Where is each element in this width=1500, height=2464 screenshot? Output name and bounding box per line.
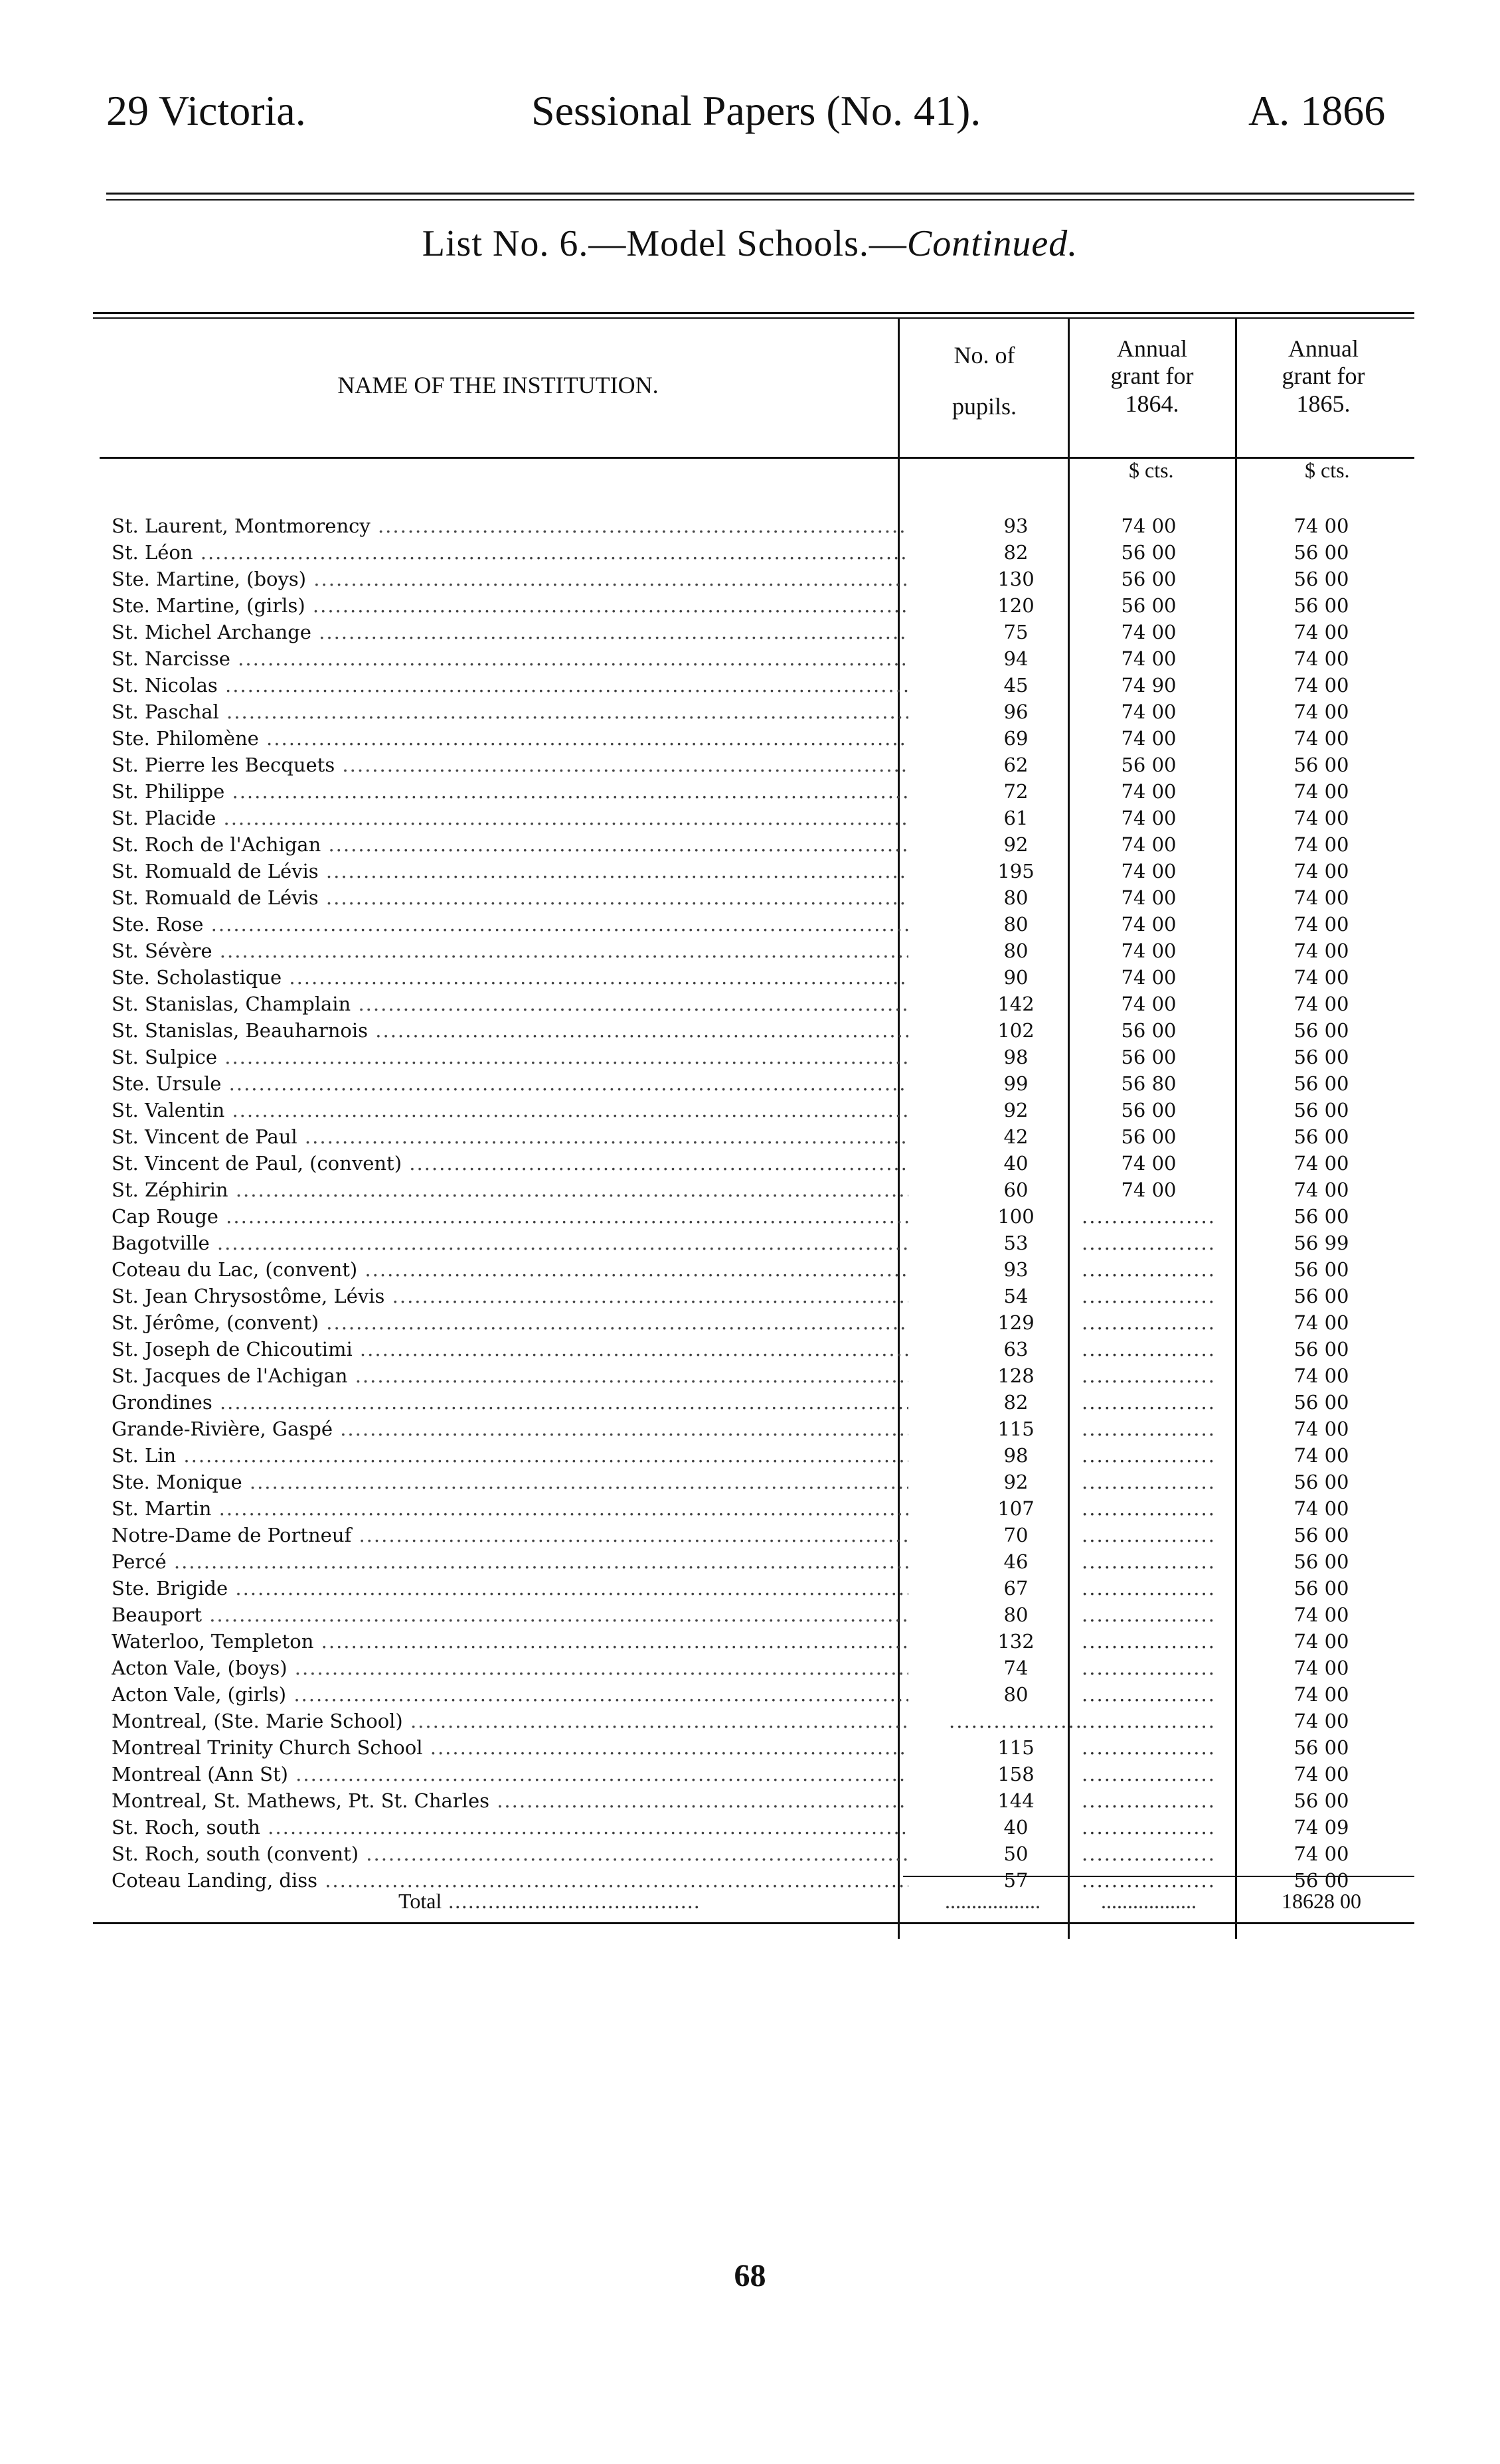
table-row <box>0 911 1500 938</box>
grant-1864: .................. <box>1082 1603 1216 1626</box>
grant-1865: 74 00 <box>1293 860 1349 882</box>
table-row <box>0 805 1500 831</box>
column-header-rule <box>100 457 1414 459</box>
table-row <box>0 1336 1500 1362</box>
institution-name: Grande-Rivière, Gaspé ..... <box>112 1416 908 1442</box>
institution-name: St. Vincent de Paul, (convent) ..... <box>112 1150 908 1177</box>
grant-1864: 74 00 <box>1121 621 1177 643</box>
institution-name: St. Sévère ..... <box>112 938 908 964</box>
list-title-continued: Continued. <box>906 223 1078 264</box>
grant-1865: 74 00 <box>1293 780 1349 803</box>
grant-1865: 74 00 <box>1293 647 1349 670</box>
institution-name: St. Placide ..... <box>112 805 908 831</box>
institution-name: Ste. Monique ..... <box>112 1469 908 1495</box>
units-1865: $ cts. <box>1305 458 1350 482</box>
grant-1864: 74 00 <box>1121 860 1177 882</box>
grant-1865: 56 00 <box>1293 1524 1349 1546</box>
grant-1865: 74 00 <box>1293 1364 1349 1387</box>
grant-1865: 74 09 <box>1293 1816 1349 1839</box>
grant-1865: 56 00 <box>1293 754 1349 776</box>
pupil-count: 46 <box>1003 1550 1029 1573</box>
institution-name: Montreal, St. Mathews, Pt. St. Charles ..... <box>112 1787 908 1814</box>
table-row <box>0 1177 1500 1203</box>
grant-1865: 74 00 <box>1293 1444 1349 1467</box>
pupils-header-line1: No. of <box>954 342 1015 369</box>
pupil-count: 129 <box>997 1311 1035 1334</box>
table-row <box>0 1283 1500 1309</box>
institution-name: Acton Vale, (girls) ..... <box>112 1681 908 1708</box>
institution-name: Ste. Scholastique ..... <box>112 964 908 991</box>
grant-1864: 74 00 <box>1121 807 1177 829</box>
pupil-count: 61 <box>1003 807 1029 829</box>
pupil-count: 80 <box>1003 913 1029 936</box>
pupil-count: 94 <box>1003 647 1029 670</box>
total-row: Total ...................................... <box>398 1889 701 1913</box>
table-row <box>0 725 1500 752</box>
pupil-count: 75 <box>1003 621 1029 643</box>
grant-1864: .................. <box>1082 1497 1216 1520</box>
institution-name: St. Lin ..... <box>112 1442 908 1469</box>
grant-1864: 74 00 <box>1121 886 1177 909</box>
pupil-count: 144 <box>997 1789 1035 1812</box>
grant-1865: 56 00 <box>1293 1550 1349 1573</box>
grant-1865: 56 00 <box>1293 568 1349 590</box>
table-row <box>0 1469 1500 1495</box>
table-row <box>0 1389 1500 1416</box>
grant-1864: 56 00 <box>1121 541 1177 564</box>
pupil-count: 40 <box>1003 1816 1029 1839</box>
pupil-count: 80 <box>1003 940 1029 962</box>
table-row <box>0 1841 1500 1867</box>
pupil-count: 100 <box>997 1205 1035 1228</box>
grant-1864: .................. <box>1082 1444 1216 1467</box>
grant-1865: 56 00 <box>1293 594 1349 617</box>
table-row <box>0 1734 1500 1761</box>
grant-1865: 74 00 <box>1293 700 1349 723</box>
grant-1864: .................. <box>1082 1418 1216 1440</box>
grant-1865: 74 00 <box>1293 1710 1349 1732</box>
institution-name: Ste. Martine, (girls) ..... <box>112 592 908 619</box>
grant-1865: 74 00 <box>1293 1497 1349 1520</box>
grant-1865: 74 00 <box>1293 1763 1349 1785</box>
institution-name: Coteau Landing, diss ..... <box>112 1867 908 1894</box>
page-number: 68 <box>734 2258 766 2293</box>
grant-1864: 56 00 <box>1121 754 1177 776</box>
list-title-main: List No. 6.—Model Schools.— <box>422 223 907 264</box>
grant-1864: .................. <box>1082 1258 1216 1281</box>
grant-1864: 56 00 <box>1121 568 1177 590</box>
column-header-pupils <box>903 342 1066 421</box>
grant-1864: 74 00 <box>1121 833 1177 856</box>
pupil-count: 195 <box>997 860 1035 882</box>
institution-name: Bagotville ..... <box>112 1230 908 1256</box>
table-row <box>0 566 1500 592</box>
table-row <box>0 513 1500 539</box>
grant-1865: 56 00 <box>1293 1019 1349 1042</box>
institution-name: St. Zéphirin ..... <box>112 1177 908 1203</box>
table-row <box>0 778 1500 805</box>
table-row <box>0 1655 1500 1681</box>
g65-header-line2: grant for <box>1282 363 1365 390</box>
grant-1864: .................. <box>1082 1577 1216 1600</box>
grant-1865: 74 00 <box>1293 1843 1349 1865</box>
institution-name: St. Philippe ..... <box>112 778 908 805</box>
grant-1864: .................. <box>1082 1391 1216 1414</box>
g65-header-line3: 1865. <box>1296 390 1351 417</box>
header-rule-top <box>106 193 1414 195</box>
institution-name: St. Roch de l'Achigan ..... <box>112 831 908 858</box>
pupil-count: 98 <box>1003 1444 1029 1467</box>
grant-1864: 74 90 <box>1121 674 1177 697</box>
institution-name: St. Roch, south ..... <box>112 1814 908 1841</box>
table-row <box>0 1602 1500 1628</box>
grant-1864: .................. <box>1082 1524 1216 1546</box>
grant-1864: .................. <box>1082 1683 1216 1706</box>
header-right: A. 1866 <box>1248 87 1386 134</box>
institution-name: Ste. Rose ..... <box>112 911 908 938</box>
institution-name: Ste. Philomène ..... <box>112 725 908 752</box>
grant-1865: 56 00 <box>1293 541 1349 564</box>
institution-name: St. Michel Archange ..... <box>112 619 908 645</box>
grant-1864: .................. <box>1082 1285 1216 1307</box>
table-row <box>0 1814 1500 1841</box>
pupil-count: 45 <box>1003 674 1029 697</box>
grant-1864: 74 00 <box>1121 1152 1177 1175</box>
pupil-count: 50 <box>1003 1843 1029 1865</box>
institution-name: St. Roch, south (convent) ..... <box>112 1841 908 1867</box>
pupil-count: 57 <box>1003 1869 1029 1892</box>
institution-name: St. Romuald de Lévis ..... <box>112 858 908 884</box>
header-left: 29 Victoria. <box>106 87 306 134</box>
grant-1864: .................. <box>1082 1630 1216 1653</box>
pupil-count: 158 <box>997 1763 1035 1785</box>
pupil-count: 96 <box>1003 700 1029 723</box>
table-row <box>0 619 1500 645</box>
table-row <box>0 991 1500 1017</box>
table-row <box>0 1416 1500 1442</box>
table-row <box>0 1256 1500 1283</box>
table-row <box>0 1575 1500 1602</box>
grant-1865: 74 00 <box>1293 1152 1349 1175</box>
grant-1864: .................. <box>1082 1205 1216 1228</box>
grant-1865: 56 00 <box>1293 1736 1349 1759</box>
grant-1864: 74 00 <box>1121 940 1177 962</box>
pupil-count: 80 <box>1003 1603 1029 1626</box>
institution-name: Beauport ..... <box>112 1602 908 1628</box>
grant-1865: 56 00 <box>1293 1285 1349 1307</box>
pupil-count: 92 <box>1003 833 1029 856</box>
institution-name: St. Jacques de l'Achigan ..... <box>112 1362 908 1389</box>
table-row <box>0 672 1500 698</box>
pupil-count: 82 <box>1003 541 1029 564</box>
grant-1865: 74 00 <box>1293 886 1349 909</box>
pupil-count: 92 <box>1003 1471 1029 1493</box>
grant-1864: .................. <box>1082 1869 1216 1892</box>
grant-1864: 56 00 <box>1121 1099 1177 1121</box>
grant-1864: .................. <box>1082 1232 1216 1254</box>
table-row <box>0 1522 1500 1548</box>
grant-1865: 74 00 <box>1293 913 1349 936</box>
table-row <box>0 1761 1500 1787</box>
table-row <box>0 1787 1500 1814</box>
grant-1864: .................. <box>1082 1338 1216 1360</box>
institution-name: Montreal (Ann St) ..... <box>112 1761 908 1787</box>
institution-name: Acton Vale, (boys) ..... <box>112 1655 908 1681</box>
grant-1864: .................. <box>1082 1311 1216 1334</box>
column-header-name: NAME OF THE INSTITUTION. <box>337 372 659 398</box>
total-rule <box>903 1876 1414 1877</box>
pupil-count: 128 <box>997 1364 1035 1387</box>
institution-name: St. Stanislas, Beauharnois ..... <box>112 1017 908 1044</box>
grant-1865: 74 00 <box>1293 674 1349 697</box>
table-row <box>0 1150 1500 1177</box>
grant-1865: 74 00 <box>1293 993 1349 1015</box>
table-row <box>0 1442 1500 1469</box>
grant-1865: 56 00 <box>1293 1338 1349 1360</box>
pupil-count: .................. <box>949 1710 1083 1732</box>
pupil-count: 115 <box>997 1418 1035 1440</box>
grant-1865: 74 00 <box>1293 1418 1349 1440</box>
units-1864: $ cts. <box>1129 458 1174 482</box>
table-row <box>0 1044 1500 1070</box>
institution-name: St. Narcisse ..... <box>112 645 908 672</box>
pupil-count: 82 <box>1003 1391 1029 1414</box>
grant-1865: 56 00 <box>1293 1471 1349 1493</box>
institution-name: Ste. Martine, (boys) ..... <box>112 566 908 592</box>
pupil-count: 120 <box>997 594 1035 617</box>
pupil-count: 142 <box>997 993 1035 1015</box>
table-row <box>0 592 1500 619</box>
institution-name: St. Paschal ..... <box>112 698 908 725</box>
grant-1865: 74 00 <box>1293 515 1349 537</box>
grant-1864: .................. <box>1082 1364 1216 1387</box>
pupil-count: 40 <box>1003 1152 1029 1175</box>
pupil-count: 102 <box>997 1019 1035 1042</box>
table-row <box>0 1708 1500 1734</box>
pupil-count: 130 <box>997 568 1035 590</box>
grant-1864: 74 00 <box>1121 647 1177 670</box>
institution-name: St. Vincent de Paul ..... <box>112 1123 908 1150</box>
header-center: Sessional Papers (No. 41). <box>531 87 981 134</box>
institution-name: St. Pierre les Becquets ..... <box>112 752 908 778</box>
grant-1865: 56 99 <box>1293 1232 1349 1254</box>
table-row <box>0 1017 1500 1044</box>
grant-1865: 74 00 <box>1293 621 1349 643</box>
pupil-count: 42 <box>1003 1125 1029 1148</box>
grant-1865: 74 00 <box>1293 833 1349 856</box>
institution-name: St. Romuald de Lévis ..... <box>112 884 908 911</box>
institution-name: Percé ..... <box>112 1548 908 1575</box>
pupil-count: 62 <box>1003 754 1029 776</box>
grant-1864: .................. <box>1082 1471 1216 1493</box>
grant-1865: 56 00 <box>1293 1099 1349 1121</box>
table-row <box>0 698 1500 725</box>
grant-1864: .................. <box>1082 1710 1216 1732</box>
institution-name: Notre-Dame de Portneuf ..... <box>112 1522 908 1548</box>
grant-1864: .................. <box>1082 1843 1216 1865</box>
grant-1865: 56 00 <box>1293 1072 1349 1095</box>
pupil-count: 99 <box>1003 1072 1029 1095</box>
pupil-count: 98 <box>1003 1046 1029 1068</box>
table-row <box>0 1681 1500 1708</box>
grant-1864: 56 00 <box>1121 1019 1177 1042</box>
table-row <box>0 831 1500 858</box>
institution-name: Grondines ..... <box>112 1389 908 1416</box>
pupil-count: 72 <box>1003 780 1029 803</box>
grant-1865: 74 00 <box>1293 1657 1349 1679</box>
grant-1864: 56 00 <box>1121 594 1177 617</box>
header-rule-bottom <box>106 199 1414 201</box>
table-row <box>0 884 1500 911</box>
pupil-count: 107 <box>997 1497 1035 1520</box>
total-grant-1864: .................. <box>1101 1889 1197 1913</box>
institution-name: Coteau du Lac, (convent) ..... <box>112 1256 908 1283</box>
grant-1864: 74 00 <box>1121 993 1177 1015</box>
grant-1864: 74 00 <box>1121 515 1177 537</box>
table-row <box>0 539 1500 566</box>
institution-name: St. Léon ..... <box>112 539 908 566</box>
institution-name: St. Jérôme, (convent) ..... <box>112 1309 908 1336</box>
column-header-grant-1865 <box>1240 335 1406 418</box>
list-title <box>0 222 1500 265</box>
grant-1864: 56 00 <box>1121 1125 1177 1148</box>
grant-1865: 56 00 <box>1293 1789 1349 1812</box>
column-header-grant-1864 <box>1072 335 1232 418</box>
g65-header-line1: Annual <box>1288 335 1359 362</box>
table-row <box>0 1123 1500 1150</box>
table-row <box>0 1495 1500 1522</box>
grant-1864: .................. <box>1082 1657 1216 1679</box>
grant-1864: 74 00 <box>1121 1179 1177 1201</box>
pupil-count: 80 <box>1003 1683 1029 1706</box>
grant-1864: .................. <box>1082 1763 1216 1785</box>
table-row <box>0 1548 1500 1575</box>
institution-name: Cap Rouge ..... <box>112 1203 908 1230</box>
grant-1864: .................. <box>1082 1789 1216 1812</box>
table-row <box>0 1097 1500 1123</box>
grant-1865: 74 00 <box>1293 1311 1349 1334</box>
table-row <box>0 752 1500 778</box>
g64-header-line3: 1864. <box>1125 390 1179 417</box>
institution-name: St. Laurent, Montmorency ..... <box>112 513 908 539</box>
pupil-count: 115 <box>997 1736 1035 1759</box>
institution-name: St. Valentin ..... <box>112 1097 908 1123</box>
table-row <box>0 1628 1500 1655</box>
grant-1864: 74 00 <box>1121 966 1177 989</box>
table-row <box>0 1309 1500 1336</box>
institution-name: St. Jean Chrysostôme, Lévis ..... <box>112 1283 908 1309</box>
pupil-count: 90 <box>1003 966 1029 989</box>
total-label: Total <box>398 1889 442 1913</box>
grant-1864: 74 00 <box>1121 700 1177 723</box>
institution-name: Waterloo, Templeton ..... <box>112 1628 908 1655</box>
table-row <box>0 1362 1500 1389</box>
grant-1864: 74 00 <box>1121 727 1177 750</box>
institution-name: St. Joseph de Chicoutimi ..... <box>112 1336 908 1362</box>
g64-header-line1: Annual <box>1117 335 1187 362</box>
pupil-count: 53 <box>1003 1232 1029 1254</box>
pupil-count: 63 <box>1003 1338 1029 1360</box>
grant-1864: .................. <box>1082 1550 1216 1573</box>
grant-1865: 74 00 <box>1293 966 1349 989</box>
institution-name: Montreal Trinity Church School ..... <box>112 1734 908 1761</box>
institution-name: Ste. Ursule ..... <box>112 1070 908 1097</box>
grant-1864: .................. <box>1082 1736 1216 1759</box>
grant-1865: 74 00 <box>1293 1603 1349 1626</box>
pupil-count: 93 <box>1003 1258 1029 1281</box>
grant-1865: 56 00 <box>1293 1258 1349 1281</box>
table-top-rule-2 <box>93 317 1414 319</box>
grant-1865: 74 00 <box>1293 807 1349 829</box>
total-pupils: .................. <box>945 1889 1041 1913</box>
institution-name: St. Nicolas ..... <box>112 672 908 698</box>
table-row <box>0 645 1500 672</box>
pupil-count: 54 <box>1003 1285 1029 1307</box>
table-row <box>0 1203 1500 1230</box>
pupil-count: 69 <box>1003 727 1029 750</box>
table-row <box>0 1070 1500 1097</box>
grant-1865: 74 00 <box>1293 940 1349 962</box>
g64-header-line2: grant for <box>1110 363 1194 390</box>
institution-name: Ste. Brigide ..... <box>112 1575 908 1602</box>
grant-1864: 74 00 <box>1121 780 1177 803</box>
grant-1865: 56 00 <box>1293 1046 1349 1068</box>
table-bottom-rule <box>93 1922 1414 1924</box>
grant-1865: 56 00 <box>1293 1125 1349 1148</box>
grant-1865: 74 00 <box>1293 1630 1349 1653</box>
grant-1865: 74 00 <box>1293 1179 1349 1201</box>
pupil-count: 74 <box>1003 1657 1029 1679</box>
pupil-count: 80 <box>1003 886 1029 909</box>
pupil-count: 70 <box>1003 1524 1029 1546</box>
table-row <box>0 1230 1500 1256</box>
total-grant-1865: 18628 00 <box>1282 1889 1361 1913</box>
grant-1865: 56 00 <box>1293 1391 1349 1414</box>
grant-1864: 56 00 <box>1121 1046 1177 1068</box>
grant-1865: 74 00 <box>1293 1683 1349 1706</box>
grant-1865: 56 00 <box>1293 1205 1349 1228</box>
table-row <box>0 858 1500 884</box>
institution-name: St. Stanislas, Champlain ..... <box>112 991 908 1017</box>
grant-1864: 74 00 <box>1121 913 1177 936</box>
pupil-count: 132 <box>997 1630 1035 1653</box>
grant-1864: 56 80 <box>1121 1072 1177 1095</box>
pupil-count: 93 <box>1003 515 1029 537</box>
grant-1865: 74 00 <box>1293 727 1349 750</box>
pupil-count: 92 <box>1003 1099 1029 1121</box>
pupil-count: 60 <box>1003 1179 1029 1201</box>
pupil-count: 67 <box>1003 1577 1029 1600</box>
table-top-rule <box>93 312 1414 314</box>
grant-1864: .................. <box>1082 1816 1216 1839</box>
table-row <box>0 964 1500 991</box>
institution-name: Montreal, (Ste. Marie School) ..... <box>112 1708 908 1734</box>
pupils-header-line2: pupils. <box>952 393 1017 420</box>
grant-1865: 56 00 <box>1293 1869 1349 1892</box>
grant-1865: 56 00 <box>1293 1577 1349 1600</box>
institution-name: St. Sulpice ..... <box>112 1044 908 1070</box>
table-row <box>0 938 1500 964</box>
institution-name: St. Martin ..... <box>112 1495 908 1522</box>
